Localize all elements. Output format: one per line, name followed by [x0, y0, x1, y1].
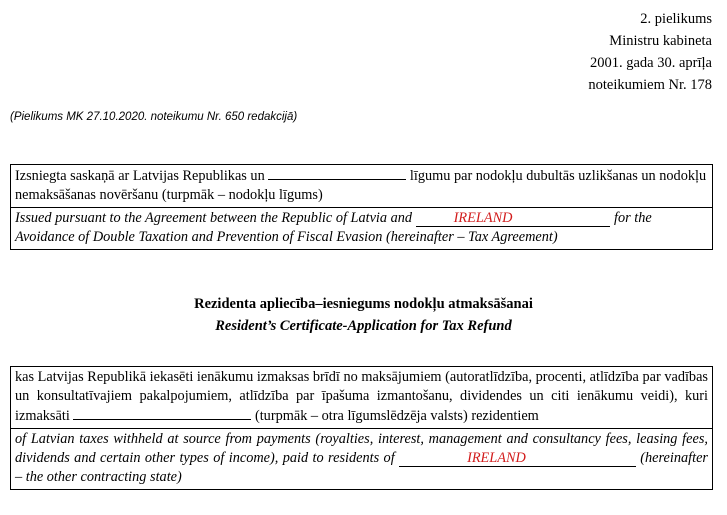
taxes-box	[10, 366, 713, 490]
issued-en-text-before: Issued pursuant to the Agreement between the Republic of Latvia and	[15, 210, 416, 226]
issued-lv-text-after: līgumu par nodokļu dubultās uzlikšanas un nodokļu nemaksāšanas novēršanu (turpmāk – nodokļu līgums)	[15, 168, 707, 203]
issued-en-text-after: for the Avoidance of Double Taxation and Prevention of Fiscal Evasion (hereinafter – Tax Agreement)	[15, 210, 652, 245]
country-field-en[interactable]	[416, 210, 611, 227]
annex-regulation: noteikumiem Nr. 178	[588, 77, 712, 93]
issued-lv	[11, 165, 712, 207]
issued-lv-text-before: Izsniegta saskaņā ar Latvijas Republikas un	[15, 168, 269, 184]
taxes-en-text-after: (hereinafter – the other contracting state)	[15, 450, 708, 485]
country-value-taxes-en: IRELAND	[467, 450, 526, 466]
taxes-en-text-before: of Latvian taxes withheld at source from payments (royalties, interest, management and consultancy fees, leasing fees, dividends and certain other types of income), paid to residents of	[15, 431, 708, 466]
amendment-note: (Pielikums MK 27.10.2020. noteikumu Nr. 650 redakcijā)	[10, 111, 298, 123]
annex-date: 2001. gada 30. aprīļa	[589, 55, 712, 71]
country-field-taxes-en[interactable]	[399, 450, 636, 467]
country-blank-taxes-lv[interactable]	[73, 406, 251, 420]
issued-en	[11, 207, 712, 249]
form-title-lv: Rezidenta apliecība–iesniegums nodokļu atmaksāšanai	[194, 296, 533, 312]
form-title-en: Resident’s Certificate-Application for Tax Refund	[215, 318, 512, 334]
taxes-lv-text-before: kas Latvijas Republikā iekasēti ienākumu izmaksas brīdī no maksājumiem (autoratlīdzība, procenti, atlīdzība par vadības un konsultatīvajiem pakalpojumiem, atlīdzība par īpašuma izmantošanu, dividendes un citi ienākumu veidi), kuri izmaksāti	[15, 369, 708, 424]
taxes-lv-text-after: (turpmāk – otra līgumslēdzēja valsts) rezidentiem	[251, 408, 539, 424]
taxes-lv	[11, 367, 712, 428]
country-value-en: IRELAND	[453, 210, 513, 226]
country-blank-lv[interactable]	[268, 166, 406, 180]
issued-box	[10, 164, 713, 250]
annex-cabinet: Ministru kabineta	[609, 33, 712, 49]
annex-number: 2. pielikums	[640, 11, 712, 27]
annex-reference	[588, 8, 712, 96]
taxes-en	[11, 428, 712, 489]
